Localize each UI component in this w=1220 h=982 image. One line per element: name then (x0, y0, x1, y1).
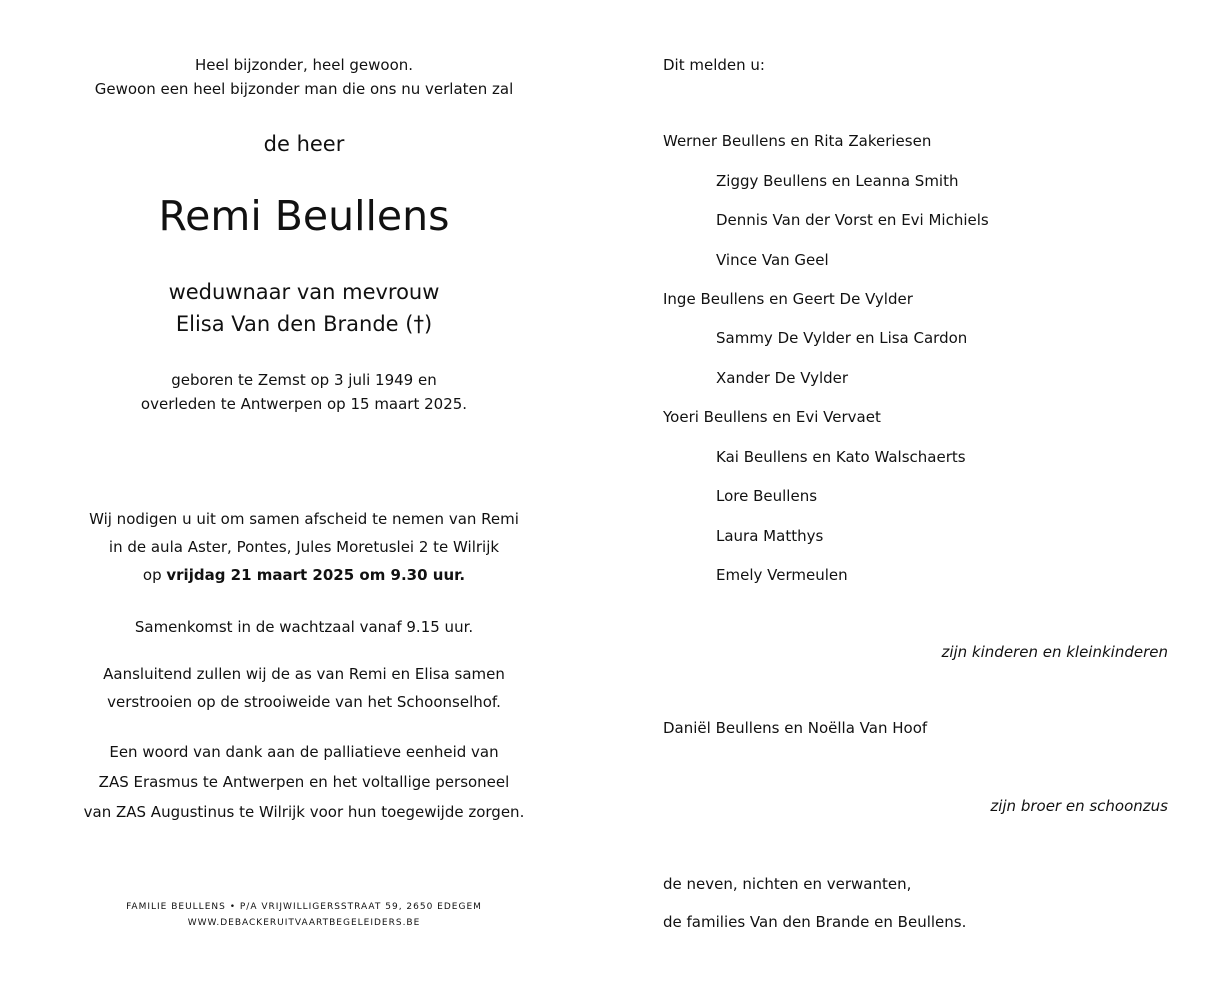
deceased-name: Remi Beullens (158, 192, 450, 240)
family-line: Yoeri Beullens en Evi Vervaet (663, 408, 881, 426)
ashes-line-2: verstrooien op de strooiweide van het Schoonselhof. (107, 693, 501, 711)
widower-line-2: Elisa Van den Brande (†) (175, 312, 433, 336)
family-line: Kai Beullens en Kato Walschaerts (716, 448, 966, 466)
widower-line-1: weduwnaar van mevrouw (168, 280, 440, 304)
family-line: Laura Matthys (716, 527, 824, 545)
death-line: overleden te Antwerpen op 15 maart 2025. (140, 395, 468, 413)
footer-address: FAMILIE BEULLENS • P/A VRIJWILLIGERSSTRAAT 59, 2650 EDEGEM (126, 902, 482, 912)
intro-line-1: Heel bijzonder, heel gewoon. (194, 56, 414, 74)
family-line: Emely Vermeulen (716, 566, 848, 584)
thanks-line-3: van ZAS Augustinus te Wilrijk voor hun toegewijde zorgen. (83, 803, 525, 821)
family-line: Ziggy Beullens en Leanna Smith (716, 172, 959, 190)
families-line: de families Van den Brande en Beullens. (663, 913, 967, 931)
family-line: Inge Beullens en Geert De Vylder (663, 290, 913, 308)
invite-line-3 (40, 566, 568, 584)
salutation: de heer (263, 132, 345, 156)
family-line: Vince Van Geel (716, 251, 829, 269)
family-line: Sammy De Vylder en Lisa Cardon (716, 329, 968, 347)
family-line: Xander De Vylder (716, 369, 849, 387)
invite-line-2: in de aula Aster, Pontes, Jules Moretuslei 2 te Wilrijk (108, 538, 500, 556)
family-line: Lore Beullens (716, 487, 818, 505)
gathering-line: Samenkomst in de wachtzaal vanaf 9.15 uur. (134, 618, 474, 636)
brother-line: Daniël Beullens en Noëlla Van Hoof (663, 719, 928, 737)
brother-label: zijn broer en schoonzus (990, 797, 1168, 815)
thanks-line-2: ZAS Erasmus te Antwerpen en het voltallige personeel (98, 773, 510, 791)
relatives-line: de neven, nichten en verwanten, (663, 875, 912, 893)
invite-prefix: op (142, 566, 167, 584)
family-line: Dennis Van der Vorst en Evi Michiels (716, 211, 989, 229)
invite-line-1: Wij nodigen u uit om samen afscheid te nemen van Remi (89, 510, 519, 528)
footer-website: WWW.DEBACKERUITVAARTBEGELEIDERS.BE (187, 918, 421, 928)
children-label: zijn kinderen en kleinkinderen (941, 643, 1168, 661)
family-line: Werner Beullens en Rita Zakeriesen (663, 132, 932, 150)
ashes-line-1: Aansluitend zullen wij de as van Remi en Elisa samen (103, 665, 505, 683)
thanks-line-1: Een woord van dank aan de palliatieve eenheid van (109, 743, 499, 761)
invite-date: vrijdag 21 maart 2025 om 9.30 uur. (166, 566, 466, 584)
birth-line: geboren te Zemst op 3 juli 1949 en (171, 371, 437, 389)
intro-line-2: Gewoon een heel bijzonder man die ons nu verlaten zal (94, 80, 514, 98)
announce-line: Dit melden u: (663, 56, 765, 74)
